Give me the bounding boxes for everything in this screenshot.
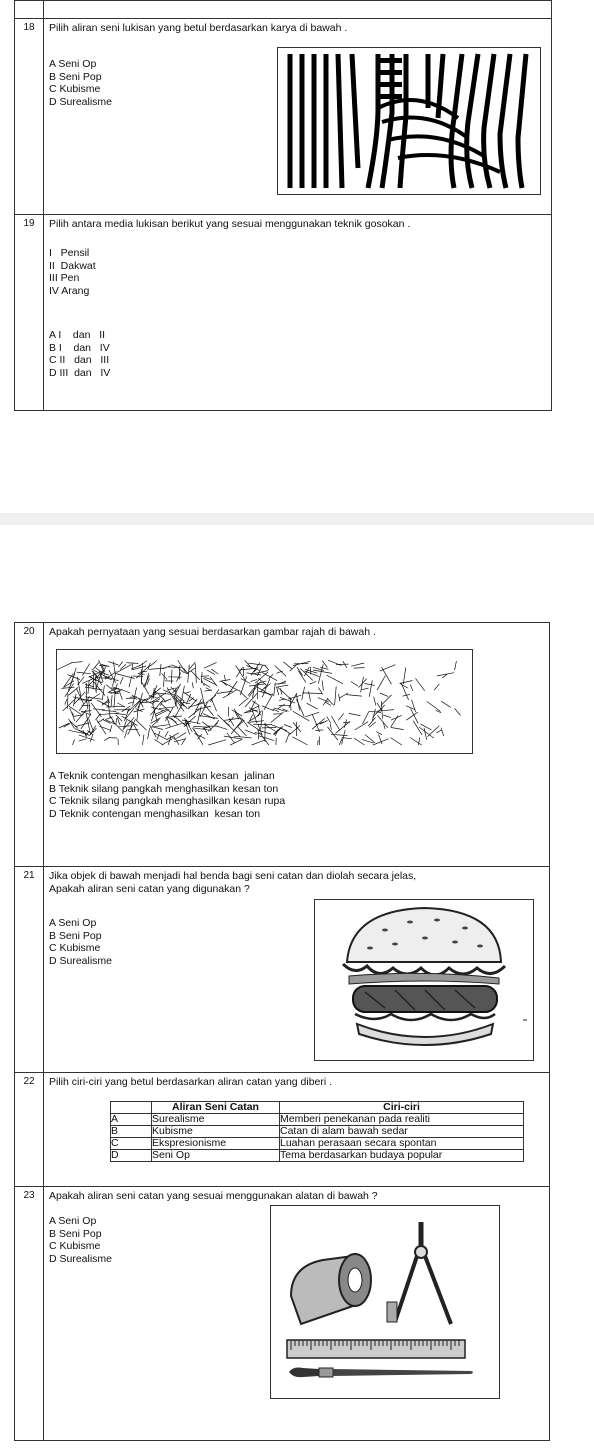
row-aliran: Seni Op <box>152 1150 280 1162</box>
item-1: I Pensil <box>49 247 90 259</box>
table-header-aliran: Aliran Seni Catan <box>152 1102 280 1114</box>
option-a: A Seni Op <box>49 917 97 929</box>
option-list <box>49 917 112 967</box>
row-aliran: Kubisme <box>152 1126 280 1138</box>
item-4: IV Arang <box>49 284 90 297</box>
option-d: D Surealisme <box>49 1252 113 1265</box>
option-list <box>49 770 285 820</box>
question-20 <box>15 623 550 867</box>
option-list <box>49 58 112 108</box>
row-aliran: Ekspresionisme <box>152 1138 280 1150</box>
page-break <box>0 513 594 525</box>
question-21 <box>15 867 550 1073</box>
question-22 <box>15 1073 550 1187</box>
question-text: Apakah pernyataan yang sesuai berdasarkan gambar rajah di bawah . <box>49 626 376 638</box>
option-b: B Seni Pop <box>49 1227 102 1240</box>
option-a: A Seni Op <box>49 1215 97 1227</box>
item-2: II Dakwat <box>49 259 96 272</box>
item-list <box>49 247 96 297</box>
row-letter: C <box>111 1138 152 1150</box>
question-text: Apakah aliran seni catan yang sesuai menggunakan alatan di bawah ? <box>49 1190 378 1202</box>
art-tools-image <box>270 1205 500 1399</box>
row-ciri: Memberi penekanan pada realiti <box>280 1114 524 1126</box>
row-ciri: Catan di alam bawah sedar <box>280 1126 524 1138</box>
question-number: 21 <box>15 867 44 1073</box>
option-b: B Seni Pop <box>49 929 102 942</box>
row-letter: B <box>111 1126 152 1138</box>
option-c: C Teknik silang pangkah menghasilkan kesan rupa <box>49 795 286 807</box>
option-c: C II dan III <box>49 354 110 366</box>
item-3: III Pen <box>49 272 80 284</box>
row-aliran: Surealisme <box>152 1114 280 1126</box>
question-number: 22 <box>15 1073 44 1187</box>
question-19 <box>15 215 552 411</box>
option-d: D Teknik contengan menghasilkan kesan ton <box>49 807 261 820</box>
question-number: 19 <box>15 215 44 411</box>
question-text: Pilih antara media lukisan berikut yang sesuai menggunakan teknik gosokan . <box>49 218 411 230</box>
option-a: A Teknik contengan menghasilkan kesan jalinan <box>49 770 275 782</box>
option-list <box>49 329 110 379</box>
question-text: Jika objek di bawah menjadi hal benda bagi seni catan dan diolah secara jelas, Apakah aliran seni catan yang digunakan ? <box>49 870 417 895</box>
row-ciri: Luahan perasaan secara spontan <box>280 1138 524 1150</box>
row-ciri: Tema berdasarkan budaya popular <box>280 1150 524 1162</box>
question-23 <box>15 1187 550 1441</box>
question-number: 18 <box>15 19 44 215</box>
option-d: D Surealisme <box>49 95 113 108</box>
option-b: B Seni Pop <box>49 70 102 83</box>
table-header-ciri: Ciri-ciri <box>280 1102 524 1114</box>
row-letter: A <box>111 1114 152 1126</box>
question-number: 20 <box>15 623 44 867</box>
option-d: D Surealisme <box>49 954 113 967</box>
burger-image <box>314 899 534 1061</box>
question-text: Pilih ciri-ciri yang betul berdasarkan aliran catan yang diberi . <box>49 1076 333 1088</box>
question-number: 23 <box>15 1187 44 1441</box>
prev-question-row <box>14 0 552 19</box>
option-a: A Seni Op <box>49 58 97 70</box>
option-c: C Kubisme <box>49 83 101 95</box>
question-18 <box>15 19 552 215</box>
table-row <box>111 1138 524 1150</box>
table-row <box>111 1126 524 1138</box>
option-c: C Kubisme <box>49 1240 101 1252</box>
aliran-ciri-table <box>110 1101 524 1162</box>
op-art-image <box>277 47 541 195</box>
row-letter: D <box>111 1150 152 1162</box>
option-d: D III dan IV <box>49 366 111 379</box>
option-list <box>49 1215 112 1265</box>
question-table-bottom <box>14 622 550 1441</box>
option-b: B Teknik silang pangkah menghasilkan kesan ton <box>49 782 279 795</box>
option-c: C Kubisme <box>49 942 101 954</box>
table-header-letter <box>111 1102 152 1114</box>
question-table-top <box>14 18 552 411</box>
table-header-row <box>111 1102 524 1114</box>
table-row <box>111 1150 524 1162</box>
table-row <box>111 1114 524 1126</box>
question-text: Pilih aliran seni lukisan yang betul berdasarkan karya di bawah . <box>49 22 348 34</box>
hatching-texture-image <box>56 649 473 754</box>
option-a: A I dan II <box>49 329 106 341</box>
option-b: B I dan IV <box>49 341 110 354</box>
